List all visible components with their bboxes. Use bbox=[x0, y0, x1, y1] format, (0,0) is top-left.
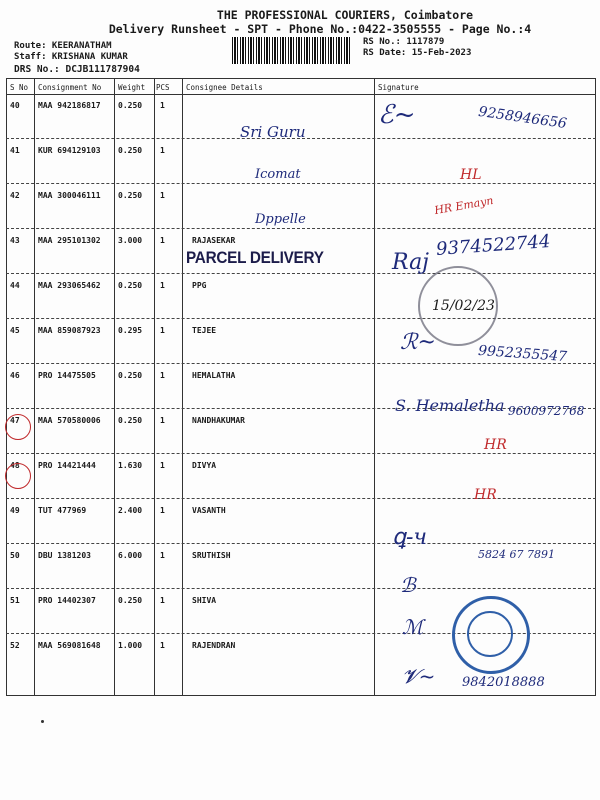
col-header-sno: S No bbox=[10, 83, 29, 92]
row-weight: 0.250 bbox=[118, 281, 143, 290]
ink-dot bbox=[41, 720, 44, 723]
row-sno: 47 bbox=[10, 416, 20, 425]
handwritten-phone: 9374522744 bbox=[435, 231, 552, 260]
signature: 𝓥~ bbox=[402, 664, 436, 688]
rs-number: RS No.: 1117879 bbox=[363, 37, 445, 47]
row-consignment: MAA 859087923 bbox=[38, 326, 101, 335]
col-header-signature: Signature bbox=[378, 83, 419, 92]
row-weight: 3.000 bbox=[118, 236, 143, 245]
row-weight: 1.000 bbox=[118, 641, 143, 650]
signature: ꝗ-ч bbox=[392, 525, 428, 550]
row-pcs: 1 bbox=[160, 146, 165, 155]
row-consignment: MAA 293065462 bbox=[38, 281, 101, 290]
row-pcs: 1 bbox=[160, 506, 165, 515]
row-consignment: MAA 295101302 bbox=[38, 236, 101, 245]
row-consignee: SHIVA bbox=[192, 596, 217, 605]
runsheet-subtitle: Delivery Runsheet - SPT - Phone No.:0422-3505555 - Page No.:4 bbox=[108, 22, 532, 36]
handwritten-phone: 5824 67 7891 bbox=[478, 548, 555, 561]
row-pcs: 1 bbox=[160, 461, 165, 470]
row-weight: 6.000 bbox=[118, 551, 143, 560]
col-header-consignment: Consignment No bbox=[38, 83, 102, 92]
row-consignee: RAJASEKAR bbox=[192, 236, 236, 245]
row-consignment: PRO 14421444 bbox=[38, 461, 96, 470]
row-sno: 51 bbox=[10, 596, 20, 605]
row-pcs: 1 bbox=[160, 236, 165, 245]
row-consignment: MAA 300046111 bbox=[38, 191, 101, 200]
row-pcs: 1 bbox=[160, 641, 165, 650]
row-consignment: PRO 14475505 bbox=[38, 371, 96, 380]
barcode bbox=[232, 37, 350, 64]
row-weight: 0.250 bbox=[118, 146, 143, 155]
row-consignee: NANDHAKUMAR bbox=[192, 416, 245, 425]
row-sno: 48 bbox=[10, 461, 20, 470]
handwritten-phone: 9600972768 bbox=[508, 404, 585, 418]
handwritten-initials: HR Emayn bbox=[433, 193, 495, 218]
stamp-date: 15/02/23 bbox=[432, 298, 495, 314]
row-sno: 50 bbox=[10, 551, 20, 560]
row-consignee: RAJENDRAN bbox=[192, 641, 236, 650]
row-pcs: 1 bbox=[160, 281, 165, 290]
handwritten-phone: 9842018888 bbox=[462, 675, 545, 690]
handwritten-initials: HR bbox=[484, 437, 507, 453]
row-pcs: 1 bbox=[160, 551, 165, 560]
row-consignment: MAA 569081648 bbox=[38, 641, 101, 650]
table-row bbox=[6, 275, 596, 320]
row-sno: 46 bbox=[10, 371, 20, 380]
signature: ℬ bbox=[400, 573, 416, 597]
row-weight: 0.250 bbox=[118, 191, 143, 200]
row-sno: 49 bbox=[10, 506, 20, 515]
handwritten-signature: S. Hemaletha bbox=[395, 396, 505, 415]
parcel-delivery-stamp: PARCEL DELIVERY bbox=[186, 248, 324, 267]
row-sno: 52 bbox=[10, 641, 20, 650]
row-weight: 0.250 bbox=[118, 416, 143, 425]
row-weight: 1.630 bbox=[118, 461, 143, 470]
row-pcs: 1 bbox=[160, 326, 165, 335]
row-sno: 41 bbox=[10, 146, 20, 155]
row-pcs: 1 bbox=[160, 371, 165, 380]
row-consignee: PPG bbox=[192, 281, 207, 290]
row-weight: 0.295 bbox=[118, 326, 143, 335]
row-weight: 0.250 bbox=[118, 101, 143, 110]
row-pcs: 1 bbox=[160, 101, 165, 110]
row-consignment: PRO 14402307 bbox=[38, 596, 96, 605]
signature: ℳ bbox=[402, 615, 424, 639]
handwritten-name: Dppelle bbox=[255, 212, 306, 227]
row-consignment: TUT 477969 bbox=[38, 506, 87, 515]
rs-date: RS Date: 15-Feb-2023 bbox=[363, 48, 472, 58]
drs-number: DRS No.: DCJB111787904 bbox=[14, 64, 140, 75]
signature: ℛ~ bbox=[400, 330, 436, 355]
red-circle-mark bbox=[5, 463, 31, 489]
row-consignee: TEJEE bbox=[192, 326, 217, 335]
row-consignment: KUR 694129103 bbox=[38, 146, 101, 155]
row-sno: 40 bbox=[10, 101, 20, 110]
route-label: Route: KEERANATHAM bbox=[14, 41, 112, 51]
row-consignment: MAA 570580006 bbox=[38, 416, 101, 425]
row-consignee: VASANTH bbox=[192, 506, 226, 515]
signature: ℰ~ bbox=[378, 100, 416, 130]
col-header-pcs: PCS bbox=[156, 83, 170, 92]
handwritten-name: Icomat bbox=[255, 167, 301, 182]
handwritten-phone: 9258946656 bbox=[477, 103, 568, 133]
red-circle-mark bbox=[5, 414, 31, 440]
staff-label: Staff: KRISHANA KUMAR bbox=[14, 52, 128, 62]
row-consignee: HEMALATHA bbox=[192, 371, 236, 380]
row-sno: 42 bbox=[10, 191, 20, 200]
runsheet-title: THE PROFESSIONAL COURIERS, Coimbatore bbox=[216, 8, 474, 22]
row-sno: 44 bbox=[10, 281, 20, 290]
row-weight: 0.250 bbox=[118, 371, 143, 380]
row-sno: 43 bbox=[10, 236, 20, 245]
table-row bbox=[6, 500, 596, 545]
row-consignment: DBU 1381203 bbox=[38, 551, 91, 560]
row-pcs: 1 bbox=[160, 596, 165, 605]
row-sno: 45 bbox=[10, 326, 20, 335]
row-consignee: SRUTHISH bbox=[192, 551, 231, 560]
table-row bbox=[6, 455, 596, 500]
table-row bbox=[6, 140, 596, 185]
row-consignment: MAA 942186817 bbox=[38, 101, 101, 110]
signature: Raj bbox=[392, 250, 430, 275]
handwritten-initials: HR bbox=[474, 487, 497, 503]
row-pcs: 1 bbox=[160, 191, 165, 200]
handwritten-phone: 9952355547 bbox=[477, 342, 568, 366]
company-seal bbox=[452, 596, 530, 674]
row-consignee: DIVYA bbox=[192, 461, 217, 470]
row-weight: 2.400 bbox=[118, 506, 143, 515]
row-pcs: 1 bbox=[160, 416, 165, 425]
handwritten-name: Sri Guru bbox=[240, 123, 306, 141]
row-weight: 0.250 bbox=[118, 596, 143, 605]
col-header-consignee: Consignee Details bbox=[186, 83, 263, 92]
col-header-weight: Weight bbox=[118, 83, 146, 92]
handwritten-initials: HL bbox=[460, 167, 482, 183]
